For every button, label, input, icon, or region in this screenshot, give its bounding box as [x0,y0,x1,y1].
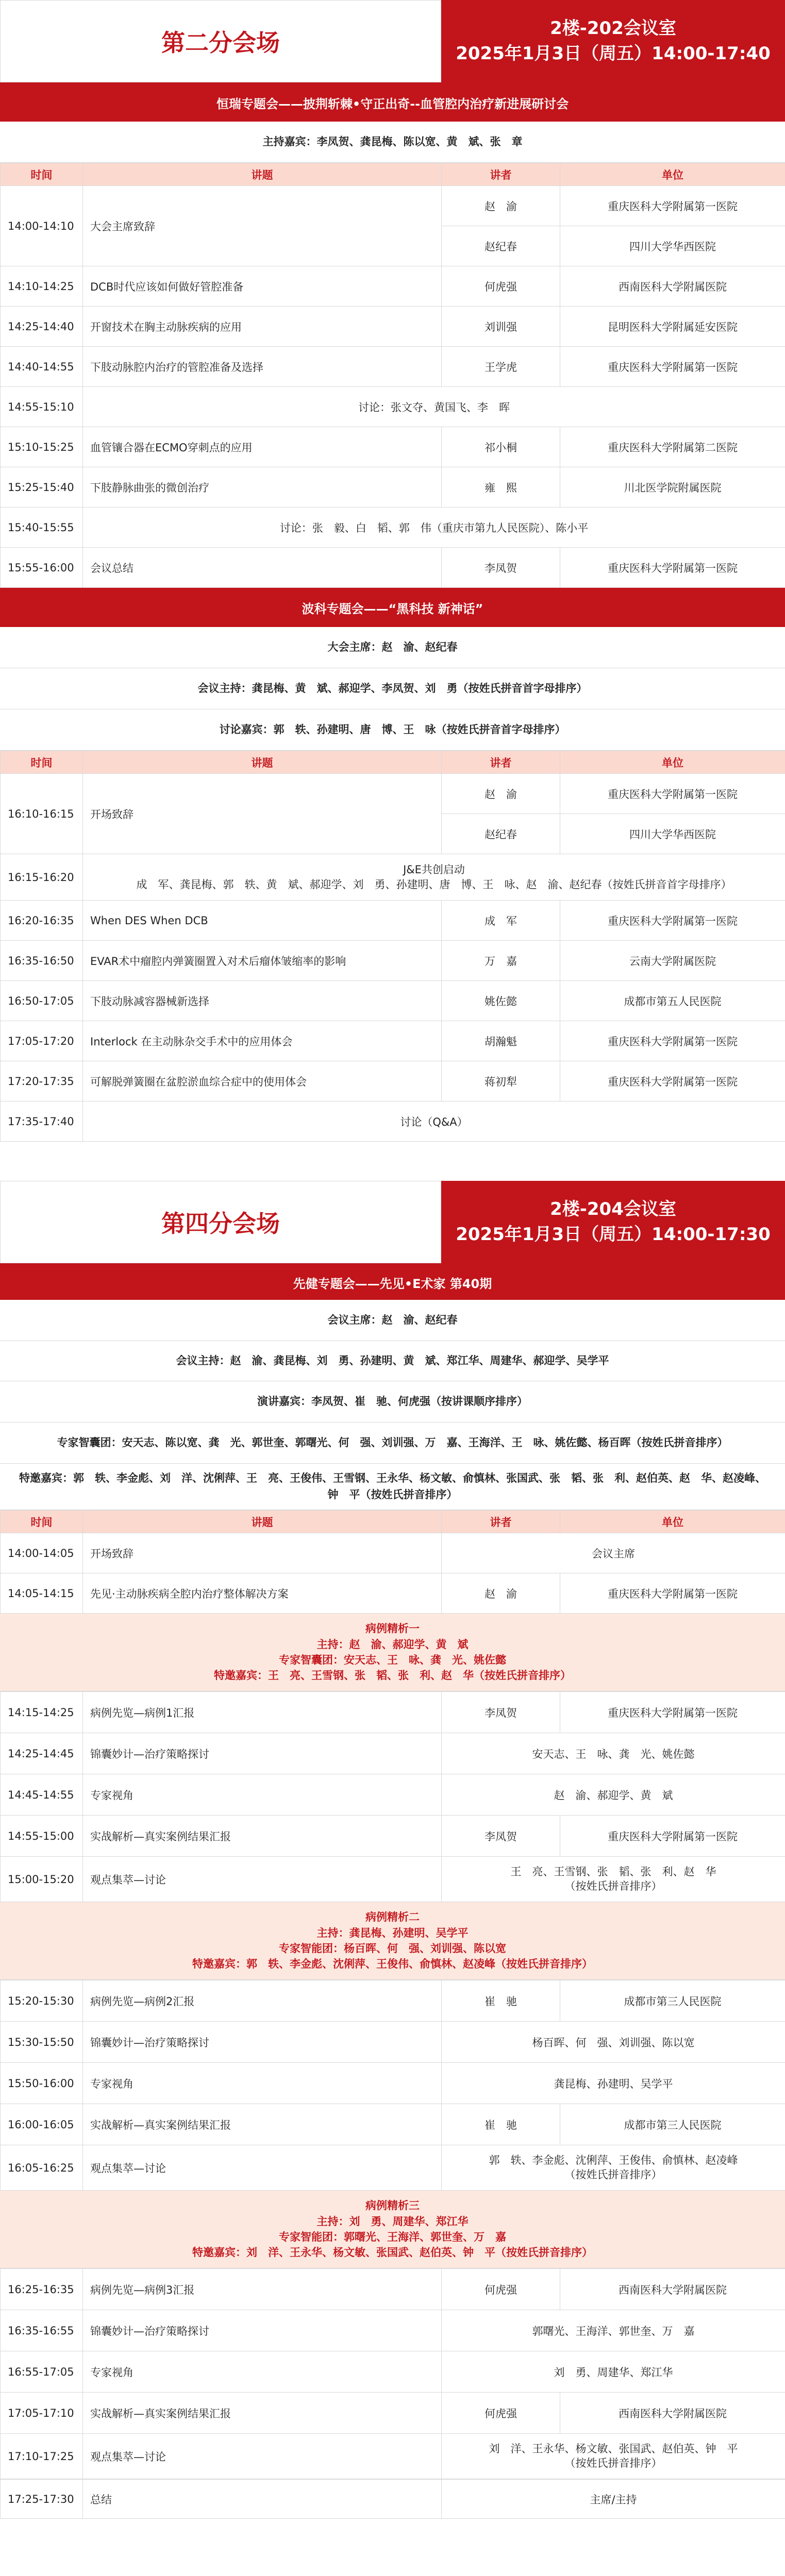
venue-header [0,0,785,84]
table-row [1,2310,785,2351]
speaker-cell: 李凤贺 [442,1816,560,1857]
discussion-cell: 讨论：张文夺、黄国飞、李 晖 [83,387,785,427]
case-line: 特邀嘉宾：刘 洋、王永华、杨文敏、张国武、赵伯英、钟 平（按姓氏拼音排序） [192,2246,593,2259]
table-row [1,467,785,507]
time-cell: 16:50-17:05 [1,981,83,1021]
merged-cell: 杨百晖、何 强、刘训强、陈以宽 [442,2022,785,2063]
discussion-cell [83,854,785,901]
table-row [1,1733,785,1774]
table-row [1,1573,785,1614]
table-row [1,1816,785,1857]
case-line: 特邀嘉宾：郭 轶、李金彪、沈俐萍、王俊伟、俞慎林、赵凌峰（按姓氏拼音排序） [192,1958,593,1971]
time-cell: 14:55-15:00 [1,1816,83,1857]
topic-cell: 锦囊妙计—治疗策略探讨 [83,1733,442,1774]
time-cell: 15:55-16:00 [1,548,83,588]
table-row [1,2393,785,2434]
hosts-row: 会议主持：龚昆梅、黄 斌、郝迎学、李凤贺、刘 勇（按姓氏拼音首字母排序） [0,668,785,709]
case-line: 专家智能团：杨百晖、何 强、刘训强、陈以宽 [279,1942,506,1955]
col-time: 时间 [1,1511,83,1533]
topic-cell: 下肢动脉减容器械新选择 [83,981,442,1021]
time-cell: 15:25-15:40 [1,467,83,507]
topic-cell: 病例先览—病例1汇报 [83,1692,442,1733]
chairs-row: 会议主席：赵 渝、赵纪春 [0,1300,785,1341]
col-time: 时间 [1,163,83,186]
table-row [1,186,785,226]
topic-cell: 专家视角 [83,2063,442,2104]
unit-cell: 重庆医科大学附属第一医院 [560,186,785,226]
table-row [1,774,785,814]
table-row [1,901,785,941]
topic-cell: 实战解析—真实案例结果汇报 [83,2104,442,2145]
table-row [1,2269,785,2310]
venue-4-section [0,1181,785,2519]
unit-cell: 四川大学华西医院 [560,226,785,266]
time-cell: 15:20-15:30 [1,1980,83,2022]
unit-cell: 云南大学附属医院 [560,941,785,981]
schedule-table [0,2268,785,2479]
col-unit: 单位 [560,1511,785,1533]
time-cell: 15:40-15:55 [1,507,83,548]
speaker-cell: 赵纪春 [442,814,560,854]
topic-cell: Interlock 在主动脉杂交手术中的应用体会 [83,1021,442,1061]
unit-cell: 重庆医科大学附属第一医院 [560,1816,785,1857]
unit-cell: 西南医科大学附属医院 [560,2393,785,2434]
col-speaker: 讲者 [442,751,560,774]
speaker-cell: 赵纪春 [442,226,560,266]
topic-cell: 总结 [83,2480,442,2519]
hosts-row: 主持嘉宾：李凤贺、龚昆梅、陈以宽、黄 斌、张 章 [0,122,785,163]
col-time: 时间 [1,751,83,774]
speaker-cell: 祁小桐 [442,427,560,467]
guests-row: 特邀嘉宾：郭 轶、李金彪、刘 洋、沈俐萍、王 亮、王俊伟、王雪钢、王永华、杨文敏、俞慎林、张国武、张 韬、张 利、赵伯英、赵 华、赵凌峰、钟 平（按姓氏拼音排序） [0,1464,785,1510]
unit-cell: 重庆医科大学附属第一医院 [560,1061,785,1101]
topic-cell: 下肢静脉曲张的微创治疗 [83,467,442,507]
time-cell: 17:25-17:30 [1,2480,83,2519]
merged-cell: 刘 勇、周建华、郑江华 [442,2351,785,2393]
speaker-cell: 成 军 [442,901,560,941]
table-row [1,347,785,387]
time-cell: 14:25-14:40 [1,307,83,347]
speaker-cell: 李凤贺 [442,1692,560,1733]
schedule-table [0,1510,785,1614]
unit-cell: 重庆医科大学附属第一医院 [560,1573,785,1614]
time-cell: 14:05-14:15 [1,1573,83,1614]
col-unit: 单位 [560,163,785,186]
unit-cell: 成都市第三人民医院 [560,2104,785,2145]
schedule-table [0,2479,785,2519]
topic-cell: DCB时代应该如何做好管腔准备 [83,266,442,307]
table-header [1,1511,785,1533]
topic-cell: 专家视角 [83,1774,442,1816]
speaker-cell: 赵 渝 [442,774,560,814]
unit-cell: 重庆医科大学附属第一医院 [560,774,785,814]
time-cell: 14:10-14:25 [1,266,83,307]
chairs-row: 大会主席：赵 渝、赵纪春 [0,627,785,668]
section-gap [0,1142,785,1181]
time-cell: 16:10-16:15 [1,774,83,854]
time-cell: 14:45-14:55 [1,1774,83,1816]
unit-cell: 西南医科大学附属医院 [560,266,785,307]
table-header [1,163,785,186]
merged-cell: 赵 渝、郝迎学、黄 斌 [442,1774,785,1816]
topic-cell: 锦囊妙计—治疗策略探讨 [83,2310,442,2351]
topic-cell: When DES When DCB [83,901,442,941]
time-cell: 16:35-16:55 [1,2310,83,2351]
table-row [1,2022,785,2063]
case-block-header [0,1614,785,1691]
table-row [1,548,785,588]
merged-line: （按姓氏拼音排序） [564,2168,662,2181]
time-cell: 14:00-14:05 [1,1533,83,1573]
time-cell: 14:15-14:25 [1,1692,83,1733]
discussion-line: J&E共创启动 [403,863,465,876]
schedule-table [0,751,785,1142]
session-banner: 恒瑞专题会——披荆斩棘•守正出奇--血管腔内治疗新进展研讨会 [0,84,785,122]
topic-cell: 病例先览—病例3汇报 [83,2269,442,2310]
time-cell: 15:30-15:50 [1,2022,83,2063]
topic-cell: 下肢动脉腔内治疗的管腔准备及选择 [83,347,442,387]
merged-line: 王 亮、王雪钢、张 韬、张 利、赵 华 [510,1866,716,1878]
venue-datetime: 2025年1月3日（周五）14:00-17:30 [456,1224,771,1245]
merged-cell [442,1857,785,1902]
topic-cell: 观点集萃—讨论 [83,2145,442,2191]
speaker-cell: 何虎强 [442,266,560,307]
venue-info [441,0,785,82]
discussion-cell: 讨论（Q&A） [83,1101,785,1142]
topic-cell: 开场致辞 [83,774,442,854]
time-cell: 17:05-17:10 [1,2393,83,2434]
col-speaker: 讲者 [442,1511,560,1533]
topic-cell: 先见·主动脉疾病全腔内治疗整体解决方案 [83,1573,442,1614]
topic-cell: 血管镶合器在ECMO穿刺点的应用 [83,427,442,467]
speaker-cell: 王学虎 [442,347,560,387]
time-cell: 16:35-16:50 [1,941,83,981]
table-row [1,2434,785,2479]
venue-2-section [0,0,785,1142]
unit-cell: 昆明医科大学附属延安医院 [560,307,785,347]
topic-cell: 开场致辞 [83,1533,442,1573]
time-cell: 15:00-15:20 [1,1857,83,1902]
speaker-cell: 李凤贺 [442,548,560,588]
topic-cell: 会议总结 [83,548,442,588]
table-row [1,1021,785,1061]
table-row [1,1857,785,1902]
unit-cell: 重庆医科大学附属第一医院 [560,1021,785,1061]
time-cell: 17:35-17:40 [1,1101,83,1142]
unit-cell: 重庆医科大学附属第一医院 [560,548,785,588]
time-cell: 15:10-15:25 [1,427,83,467]
topic-cell: EVAR术中瘤腔内弹簧圈置入对术后瘤体皱缩率的影响 [83,941,442,981]
discussion-cell: 讨论：张 毅、白 韬、郭 伟（重庆市第九人民医院）、陈小平 [83,507,785,548]
unit-cell: 四川大学华西医院 [560,814,785,854]
merged-cell [442,2434,785,2479]
case-line: 特邀嘉宾：王 亮、王雪钢、张 韬、张 利、赵 华（按姓氏拼音排序） [214,1669,571,1682]
case-block-header [0,1902,785,1980]
speaker-cell: 赵 渝 [442,1573,560,1614]
speaker-cell: 万 嘉 [442,941,560,981]
merged-cell: 安天志、王 咏、龚 光、姚佐懿 [442,1733,785,1774]
topic-cell: 大会主席致辞 [83,186,442,266]
topic-cell: 开窗技术在胸主动脉疾病的应用 [83,307,442,347]
time-cell: 16:15-16:20 [1,854,83,901]
case-line: 主持：赵 渝、郝迎学、黄 斌 [316,1638,469,1651]
time-cell: 14:25-14:45 [1,1733,83,1774]
col-speaker: 讲者 [442,163,560,186]
speaker-cell: 何虎强 [442,2393,560,2434]
topic-cell: 实战解析—真实案例结果汇报 [83,2393,442,2434]
case-line: 主持：刘 勇、周建华、郑江华 [316,2215,469,2228]
schedule-table [0,1980,785,2191]
speaker-cell: 刘训强 [442,307,560,347]
case-line: 病例精析一 [365,1622,420,1635]
merged-cell: 主席/主持 [442,2480,785,2519]
time-cell: 14:40-14:55 [1,347,83,387]
time-cell: 17:20-17:35 [1,1061,83,1101]
unit-cell: 成都市第五人民医院 [560,981,785,1021]
table-row [1,2480,785,2519]
case-line: 病例精析二 [365,1911,420,1924]
time-cell: 16:20-16:35 [1,901,83,941]
time-cell: 16:05-16:25 [1,2145,83,2191]
table-row [1,1774,785,1816]
speaker-cell: 雍 熙 [442,467,560,507]
speaker-cell: 姚佐懿 [442,981,560,1021]
table-row [1,1061,785,1101]
table-row [1,2063,785,2104]
discussants-row: 讨论嘉宾：郭 轶、孙建明、唐 博、王 咏（按姓氏拼音首字母排序） [0,709,785,751]
speakers-row: 演讲嘉宾：李凤贺、崔 驰、何虎强（按讲课顺序排序） [0,1381,785,1422]
unit-cell: 川北医学院附属医院 [560,467,785,507]
time-cell: 17:05-17:20 [1,1021,83,1061]
merged-line: （按姓氏拼音排序） [564,1879,662,1892]
case-block-header [0,2191,785,2268]
col-unit: 单位 [560,751,785,774]
session-banner: 波科专题会——“黑科技 新神话” [0,588,785,627]
table-row [1,2104,785,2145]
table-row [1,981,785,1021]
time-cell: 16:25-16:35 [1,2269,83,2310]
topic-cell: 可解脱弹簧圈在盆腔淤血综合症中的使用体会 [83,1061,442,1101]
topic-cell: 病例先览—病例2汇报 [83,1980,442,2022]
topic-cell: 观点集萃—讨论 [83,2434,442,2479]
table-row [1,507,785,548]
merged-cell: 郭曙光、王海洋、郭世奎、万 嘉 [442,2310,785,2351]
table-row [1,1692,785,1733]
unit-cell: 重庆医科大学附属第一医院 [560,347,785,387]
case-line: 专家智囊团：安天志、王 咏、龚 光、姚佐懿 [279,1654,506,1666]
topic-cell: 实战解析—真实案例结果汇报 [83,1816,442,1857]
venue-header [0,1181,785,1265]
speaker-cell: 赵 渝 [442,186,560,226]
speaker-cell: 崔 驰 [442,1980,560,2022]
topic-cell: 专家视角 [83,2351,442,2393]
discussion-line: 成 军、龚昆梅、郭 轶、黄 斌、郝迎学、刘 勇、孙建明、唐 博、王 咏、赵 渝、赵纪春（按姓氏拼音首字母排序） [136,878,732,891]
table-row [1,2351,785,2393]
table-header [1,751,785,774]
session-banner: 先健专题会——先见•E术家 第40期 [0,1265,785,1300]
time-cell: 16:55-17:05 [1,2351,83,2393]
experts-row: 专家智囊团：安天志、陈以宽、龚 光、郭世奎、郭曙光、何 强、刘训强、万 嘉、王海洋、王 咏、姚佐懿、杨百晖（按姓氏拼音排序） [0,1422,785,1464]
topic-cell: 锦囊妙计—治疗策略探讨 [83,2022,442,2063]
venue-room: 2楼-204会议室 [550,1198,676,1219]
col-topic: 讲题 [83,1511,442,1533]
speaker-cell: 胡瀚魁 [442,1021,560,1061]
case-line: 专家智能团：郭曙光、王海洋、郭世奎、万 嘉 [279,2231,506,2243]
speaker-cell: 蒋初犁 [442,1061,560,1101]
table-row [1,1101,785,1142]
venue-title: 第二分会场 [0,0,441,82]
merged-line: （按姓氏拼音排序） [564,2456,662,2469]
unit-cell: 成都市第三人民医院 [560,1980,785,2022]
merged-line: 刘 洋、王永华、杨文敏、张国武、赵伯英、钟 平 [489,2443,738,2455]
table-row [1,1980,785,2022]
speaker-cell: 何虎强 [442,2269,560,2310]
table-row [1,266,785,307]
merged-line: 郭 轶、李金彪、沈俐萍、王俊伟、俞慎林、赵凌峰 [489,2154,738,2167]
time-cell: 14:00-14:10 [1,186,83,266]
venue-datetime: 2025年1月3日（周五）14:00-17:40 [456,43,771,64]
time-cell: 15:50-16:00 [1,2063,83,2104]
schedule-table [0,1691,785,1902]
speaker-cell: 崔 驰 [442,2104,560,2145]
table-row [1,941,785,981]
table-row [1,427,785,467]
table-row [1,387,785,427]
unit-cell: 西南医科大学附属医院 [560,2269,785,2310]
schedule-table [0,163,785,588]
time-cell: 14:55-15:10 [1,387,83,427]
merged-cell [442,2145,785,2191]
time-cell: 16:00-16:05 [1,2104,83,2145]
table-row [1,1533,785,1573]
col-topic: 讲题 [83,751,442,774]
table-row [1,854,785,901]
merged-cell: 龚昆梅、孙建明、吴学平 [442,2063,785,2104]
unit-cell: 重庆医科大学附属第一医院 [560,901,785,941]
venue-room: 2楼-202会议室 [550,18,676,39]
merged-cell: 会议主席 [442,1533,785,1573]
table-row [1,2145,785,2191]
case-line: 病例精析三 [365,2199,420,2212]
venue-title: 第四分会场 [0,1181,441,1263]
case-line: 主持：龚昆梅、孙建明、吴学平 [316,1926,469,1939]
unit-cell: 重庆医科大学附属第二医院 [560,427,785,467]
venue-info [441,1181,785,1263]
time-cell: 17:10-17:25 [1,2434,83,2479]
table-row [1,307,785,347]
unit-cell: 重庆医科大学附属第一医院 [560,1692,785,1733]
hosts-row: 会议主持：赵 渝、龚昆梅、刘 勇、孙建明、黄 斌、郑江华、周建华、郝迎学、吴学平 [0,1341,785,1381]
topic-cell: 观点集萃—讨论 [83,1857,442,1902]
col-topic: 讲题 [83,163,442,186]
